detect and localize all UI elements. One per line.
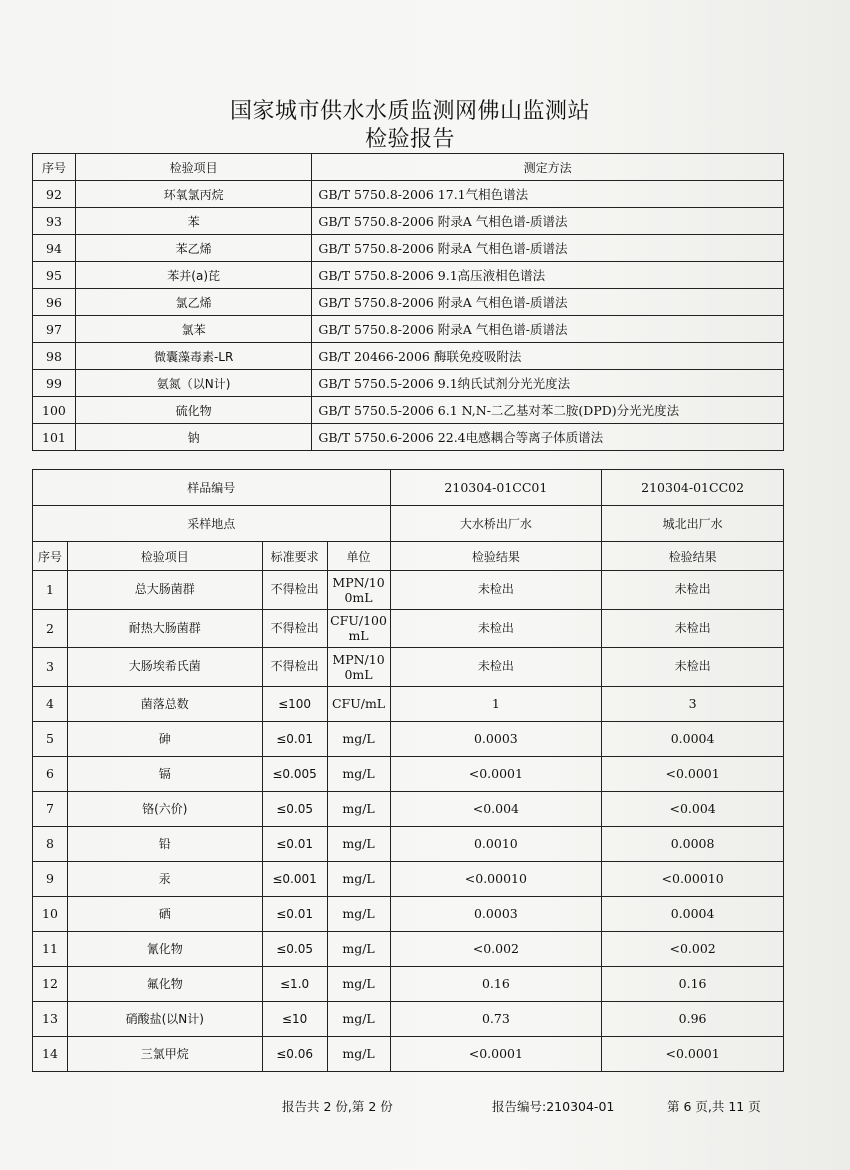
row-unit: mg/L (327, 756, 390, 791)
row-result-2: 0.96 (602, 1001, 784, 1036)
row-no: 13 (33, 1001, 68, 1036)
row-method: GB/T 5750.6-2006 22.4电感耦合等离子体质谱法 (312, 424, 784, 451)
row-item: 铅 (67, 826, 262, 861)
row-method: GB/T 5750.8-2006 9.1高压液相色谱法 (312, 262, 784, 289)
row-item: 氯苯 (75, 316, 311, 343)
row-method: GB/T 5750.8-2006 附录A 气相色谱-质谱法 (312, 208, 784, 235)
unit-line-1: MPN/10 (332, 574, 385, 590)
row-standard: ≤0.06 (262, 1036, 327, 1071)
table-row (33, 826, 784, 861)
row-result-1: 0.0003 (390, 721, 602, 756)
row-no: 4 (33, 686, 68, 721)
table-row (33, 756, 784, 791)
row-standard: ≤1.0 (262, 966, 327, 1001)
unit-line-2: 0mL (344, 589, 373, 605)
row-item: 苯 (75, 208, 311, 235)
row-standard: ≤0.01 (262, 826, 327, 861)
row-no: 100 (33, 397, 76, 424)
row-item: 硒 (67, 896, 262, 931)
row-item: 砷 (67, 721, 262, 756)
row-no: 6 (33, 756, 68, 791)
row-result-2: 0.0004 (602, 721, 784, 756)
row-result-2: 3 (602, 686, 784, 721)
row-method: GB/T 5750.8-2006 附录A 气相色谱-质谱法 (312, 289, 784, 316)
row-item: 耐热大肠菌群 (67, 609, 262, 648)
row-result-2: <0.004 (602, 791, 784, 826)
row-no: 7 (33, 791, 68, 826)
row-no: 9 (33, 861, 68, 896)
table-row (33, 316, 784, 343)
row-standard: ≤10 (262, 1001, 327, 1036)
row-method: GB/T 20466-2006 酶联免疫吸附法 (312, 343, 784, 370)
unit-line-1: CFU/100 (330, 613, 387, 629)
table-row (33, 181, 784, 208)
sample-id-row (33, 470, 784, 506)
row-item: 氨氮（以N计) (75, 370, 311, 397)
row-no: 10 (33, 896, 68, 931)
table-row (33, 289, 784, 316)
table-row (33, 791, 784, 826)
row-result-1: 未检出 (390, 609, 602, 648)
row-result-2: 未检出 (602, 648, 784, 687)
row-item: 苯乙烯 (75, 235, 311, 262)
unit-line-2: mL (348, 628, 369, 644)
footer-page-number: 第 6 页,共 11 页 (667, 1099, 761, 1114)
table-row (33, 571, 784, 610)
row-standard: ≤0.01 (262, 721, 327, 756)
row-result-1: 0.0003 (390, 896, 602, 931)
row-standard: ≤0.005 (262, 756, 327, 791)
row-result-2: 未检出 (602, 571, 784, 610)
table-row (33, 931, 784, 966)
row-result-2: 0.0004 (602, 896, 784, 931)
row-method: GB/T 5750.5-2006 6.1 N,N-二乙基对苯二胺(DPD)分光光度法 (312, 397, 784, 424)
row-item: 苯并(a)芘 (75, 262, 311, 289)
sample-id-2: 210304-01CC02 (602, 470, 784, 506)
row-standard: ≤0.05 (262, 791, 327, 826)
row-unit (327, 571, 390, 610)
row-result-1: 0.0010 (390, 826, 602, 861)
row-standard: ≤0.001 (262, 861, 327, 896)
row-no: 8 (33, 826, 68, 861)
col-header-no: 序号 (33, 542, 68, 571)
results-header-row (33, 542, 784, 571)
methods-header-row (33, 154, 784, 181)
site-label: 采样地点 (33, 506, 391, 542)
row-method: GB/T 5750.8-2006 17.1气相色谱法 (312, 181, 784, 208)
row-item: 汞 (67, 861, 262, 896)
row-result-1: 未检出 (390, 571, 602, 610)
row-item: 大肠埃希氏菌 (67, 648, 262, 687)
row-no: 3 (33, 648, 68, 687)
row-no: 5 (33, 721, 68, 756)
row-no: 14 (33, 1036, 68, 1071)
row-result-2: <0.0001 (602, 756, 784, 791)
row-item: 微囊藻毒素-LR (75, 343, 311, 370)
table-row (33, 370, 784, 397)
table-row (33, 721, 784, 756)
site-2: 城北出厂水 (602, 506, 784, 542)
row-unit: mg/L (327, 826, 390, 861)
table-row (33, 1036, 784, 1071)
row-unit: mg/L (327, 931, 390, 966)
col-header-method: 测定方法 (312, 154, 784, 181)
table-row (33, 686, 784, 721)
row-no: 101 (33, 424, 76, 451)
table-row (33, 1001, 784, 1036)
row-standard: 不得检出 (262, 609, 327, 648)
table-row (33, 609, 784, 648)
row-no: 99 (33, 370, 76, 397)
row-result-1: 1 (390, 686, 602, 721)
table-row (33, 208, 784, 235)
row-unit: mg/L (327, 721, 390, 756)
row-no: 12 (33, 966, 68, 1001)
row-no: 97 (33, 316, 76, 343)
results-table (32, 469, 784, 1072)
row-no: 1 (33, 571, 68, 610)
row-result-1: <0.00010 (390, 861, 602, 896)
table-row (33, 966, 784, 1001)
row-no: 96 (33, 289, 76, 316)
sample-id-1: 210304-01CC01 (390, 470, 602, 506)
footer-report-no: 报告编号:210304-01 (492, 1099, 615, 1114)
row-no: 95 (33, 262, 76, 289)
row-result-1: <0.0001 (390, 1036, 602, 1071)
table-row (33, 424, 784, 451)
row-standard: 不得检出 (262, 648, 327, 687)
table-row (33, 861, 784, 896)
row-no: 11 (33, 931, 68, 966)
footer-copies: 报告共 2 份,第 2 份 (282, 1099, 393, 1114)
report-title: 检验报告 (364, 127, 455, 152)
col-header-result-2: 检验结果 (602, 542, 784, 571)
row-item: 氯乙烯 (75, 289, 311, 316)
methods-table (32, 153, 784, 451)
row-item: 三氯甲烷 (67, 1036, 262, 1071)
site-1: 大水桥出厂水 (390, 506, 602, 542)
row-standard: ≤100 (262, 686, 327, 721)
row-item: 总大肠菌群 (67, 571, 262, 610)
row-result-2: 未检出 (602, 609, 784, 648)
row-result-1: 0.16 (390, 966, 602, 1001)
col-header-result-1: 检验结果 (390, 542, 602, 571)
row-item: 硫化物 (75, 397, 311, 424)
col-header-item: 检验项目 (75, 154, 311, 181)
row-unit: mg/L (327, 966, 390, 1001)
row-result-1: <0.002 (390, 931, 602, 966)
row-no: 93 (33, 208, 76, 235)
row-method: GB/T 5750.8-2006 附录A 气相色谱-质谱法 (312, 316, 784, 343)
org-title: 国家城市供水水质监测网佛山监测站 (229, 99, 590, 124)
row-item: 环氧氯丙烷 (75, 181, 311, 208)
table-row (33, 235, 784, 262)
sample-id-label: 样品编号 (33, 470, 391, 506)
row-item: 镉 (67, 756, 262, 791)
row-item: 氰化物 (67, 931, 262, 966)
col-header-unit: 单位 (327, 542, 390, 571)
row-method: GB/T 5750.8-2006 附录A 气相色谱-质谱法 (312, 235, 784, 262)
row-result-1: <0.0001 (390, 756, 602, 791)
table-row (33, 343, 784, 370)
row-item: 铬(六价) (67, 791, 262, 826)
row-unit: mg/L (327, 1036, 390, 1071)
row-item: 氟化物 (67, 966, 262, 1001)
row-unit: CFU/mL (327, 686, 390, 721)
table-row (33, 397, 784, 424)
table-row (33, 896, 784, 931)
row-item: 硝酸盐(以N计) (67, 1001, 262, 1036)
row-unit: mg/L (327, 791, 390, 826)
row-result-1: 未检出 (390, 648, 602, 687)
row-standard: 不得检出 (262, 571, 327, 610)
site-row (33, 506, 784, 542)
row-item: 钠 (75, 424, 311, 451)
col-header-item: 检验项目 (67, 542, 262, 571)
unit-line-1: MPN/10 (332, 651, 385, 667)
row-no: 98 (33, 343, 76, 370)
row-unit: mg/L (327, 1001, 390, 1036)
row-unit: mg/L (327, 861, 390, 896)
row-result-2: 0.0008 (602, 826, 784, 861)
row-result-1: <0.004 (390, 791, 602, 826)
table-row (33, 262, 784, 289)
row-item: 菌落总数 (67, 686, 262, 721)
row-standard: ≤0.01 (262, 896, 327, 931)
row-method: GB/T 5750.5-2006 9.1纳氏试剂分光光度法 (312, 370, 784, 397)
row-result-1: 0.73 (390, 1001, 602, 1036)
row-result-2: <0.002 (602, 931, 784, 966)
row-result-2: 0.16 (602, 966, 784, 1001)
row-unit (327, 609, 390, 648)
row-no: 92 (33, 181, 76, 208)
row-unit: mg/L (327, 896, 390, 931)
row-no: 94 (33, 235, 76, 262)
unit-line-2: 0mL (344, 666, 373, 682)
row-standard: ≤0.05 (262, 931, 327, 966)
col-header-standard: 标准要求 (262, 542, 327, 571)
row-result-2: <0.0001 (602, 1036, 784, 1071)
row-no: 2 (33, 609, 68, 648)
table-row (33, 648, 784, 687)
row-unit (327, 648, 390, 687)
row-result-2: <0.00010 (602, 861, 784, 896)
col-header-no: 序号 (33, 154, 76, 181)
